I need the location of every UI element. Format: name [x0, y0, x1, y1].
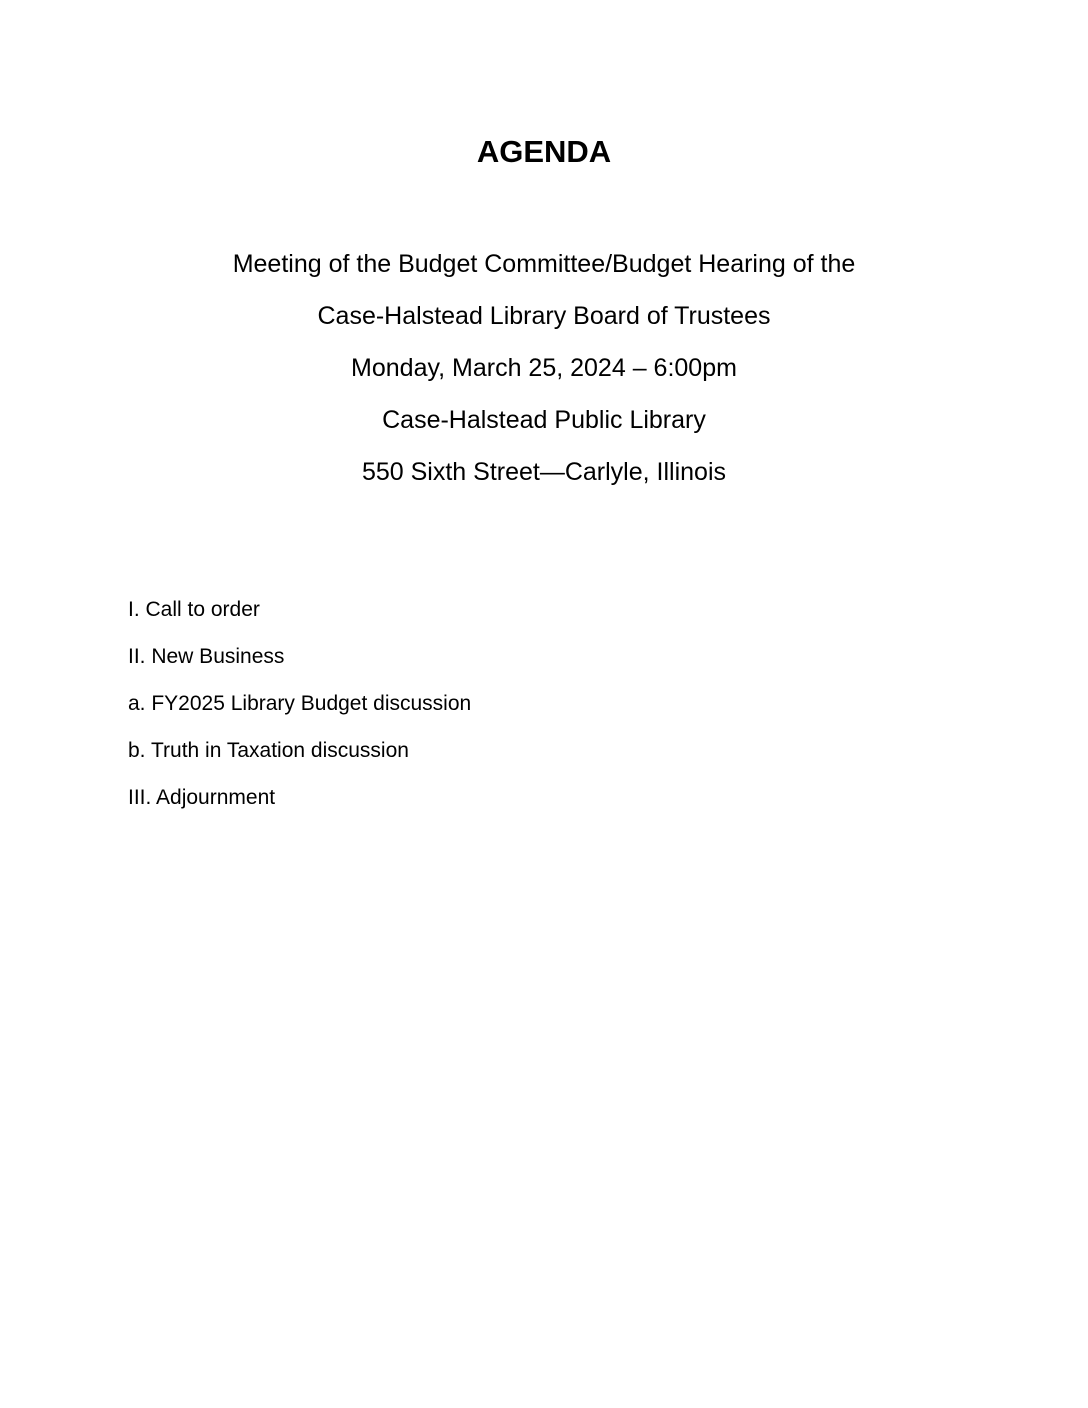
agenda-item-taxation-discussion: b. Truth in Taxation discussion: [128, 739, 409, 762]
meeting-header: [0, 238, 1088, 498]
meeting-date-line: Monday, March 25, 2024 – 6:00pm: [351, 354, 737, 382]
venue-address-line: 550 Sixth Street—Carlyle, Illinois: [361, 458, 727, 486]
meeting-description-line: Meeting of the Budget Committee/Budget Hearing of the: [232, 250, 856, 278]
agenda-item-adjournment: III. Adjournment: [128, 786, 276, 809]
page-title: AGENDA: [476, 134, 612, 169]
agenda-item-call-to-order: I. Call to order: [128, 598, 260, 621]
venue-name-line: Case-Halstead Public Library: [382, 406, 706, 434]
agenda-item-new-business: II. New Business: [128, 645, 285, 668]
agenda-list: [128, 586, 928, 821]
agenda-item-budget-discussion: a. FY2025 Library Budget discussion: [128, 692, 472, 715]
board-name-line: Case-Halstead Library Board of Trustees: [317, 302, 771, 330]
